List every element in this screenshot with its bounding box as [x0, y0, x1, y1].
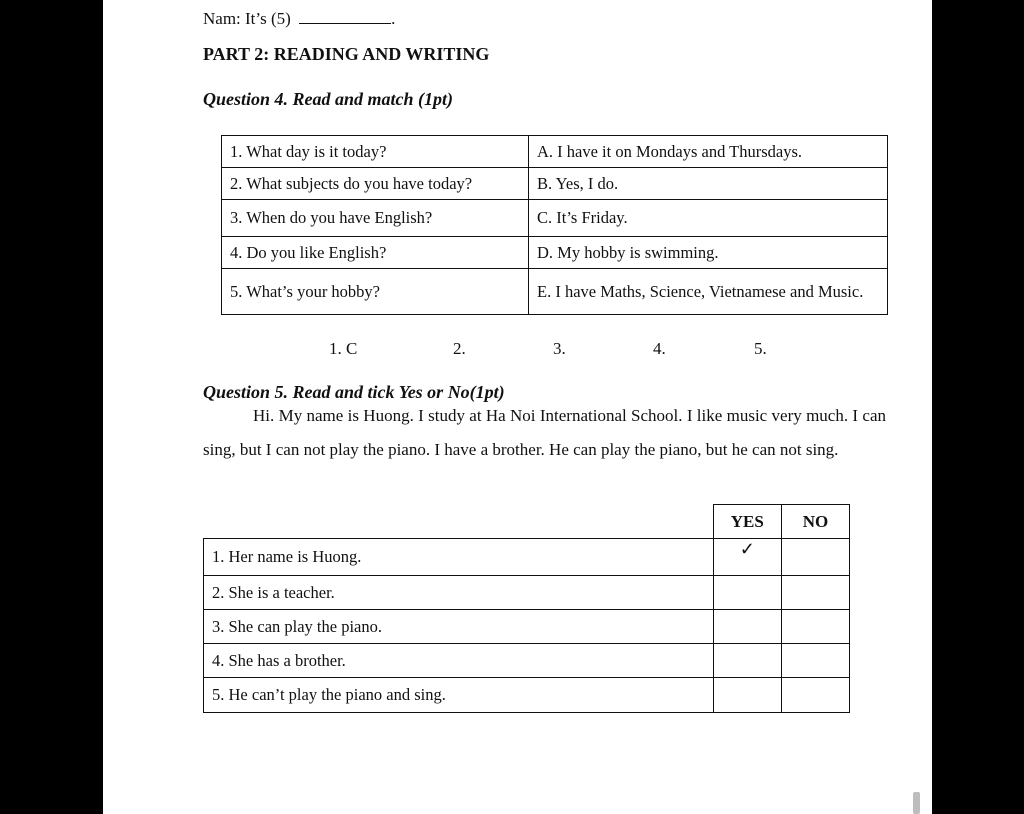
name-line	[203, 9, 395, 29]
answer-cell: C. It’s Friday.	[529, 200, 888, 237]
question-cell: 1. What day is it today?	[222, 136, 529, 168]
yes-cell[interactable]	[713, 644, 781, 678]
yes-cell[interactable]	[713, 576, 781, 610]
yes-cell[interactable]: ✓	[713, 539, 781, 576]
statement-cell: 1. Her name is Huong.	[204, 539, 714, 576]
table-row	[222, 269, 888, 315]
statement-cell: 2. She is a teacher.	[204, 576, 714, 610]
answer-cell: D. My hobby is swimming.	[529, 237, 888, 269]
statement-cell: 4. She has a brother.	[204, 644, 714, 678]
table-row	[204, 644, 850, 678]
no-header: NO	[781, 505, 849, 539]
answer-cell: B. Yes, I do.	[529, 168, 888, 200]
name-blank	[299, 9, 391, 24]
header-empty-cell	[204, 505, 714, 539]
yes-header: YES	[713, 505, 781, 539]
answer-2: 2.	[453, 339, 466, 358]
answer-1: 1. C	[329, 339, 358, 358]
answer-4: 4.	[653, 339, 666, 358]
no-cell[interactable]	[781, 576, 849, 610]
yes-cell[interactable]	[713, 678, 781, 713]
no-cell[interactable]	[781, 610, 849, 644]
no-cell[interactable]	[781, 644, 849, 678]
scrollbar-thumb[interactable]	[913, 792, 920, 814]
table-header-row	[204, 505, 850, 539]
table-row	[222, 200, 888, 237]
answer-cell: A. I have it on Mondays and Thursdays.	[529, 136, 888, 168]
table-row	[204, 610, 850, 644]
name-end: .	[391, 9, 396, 28]
question-cell: 2. What subjects do you have today?	[222, 168, 529, 200]
table-row	[222, 168, 888, 200]
statement-cell: 5. He can’t play the piano and sing.	[204, 678, 714, 713]
tick-table	[203, 504, 850, 713]
answer-3: 3.	[553, 339, 566, 358]
match-table	[221, 135, 888, 315]
part-title: PART 2: READING AND WRITING	[203, 44, 490, 64]
no-cell[interactable]	[781, 539, 849, 576]
table-row	[222, 237, 888, 269]
no-cell[interactable]	[781, 678, 849, 713]
table-row	[204, 678, 850, 713]
statement-cell: 3. She can play the piano.	[204, 610, 714, 644]
name-label: Nam: It’s (5)	[203, 9, 291, 28]
question-cell: 5. What’s your hobby?	[222, 269, 529, 315]
yes-cell[interactable]	[713, 610, 781, 644]
answer-cell: E. I have Maths, Science, Vietnamese and Music.	[529, 269, 888, 315]
question-5-title: Question 5. Read and tick Yes or No(1pt)	[203, 382, 505, 402]
question-4-title: Question 4. Read and match (1pt)	[203, 89, 454, 109]
reading-passage: Hi. My name is Huong. I study at Ha Noi International School. I like music very much. I can sing, but I can not play the piano. I have a brother. He can play the piano, but he can not sing.	[203, 406, 886, 459]
table-row	[204, 576, 850, 610]
question-cell: 3. When do you have English?	[222, 200, 529, 237]
table-row	[204, 539, 850, 576]
question-cell: 4. Do you like English?	[222, 237, 529, 269]
table-row	[222, 136, 888, 168]
answer-5: 5.	[754, 339, 767, 358]
